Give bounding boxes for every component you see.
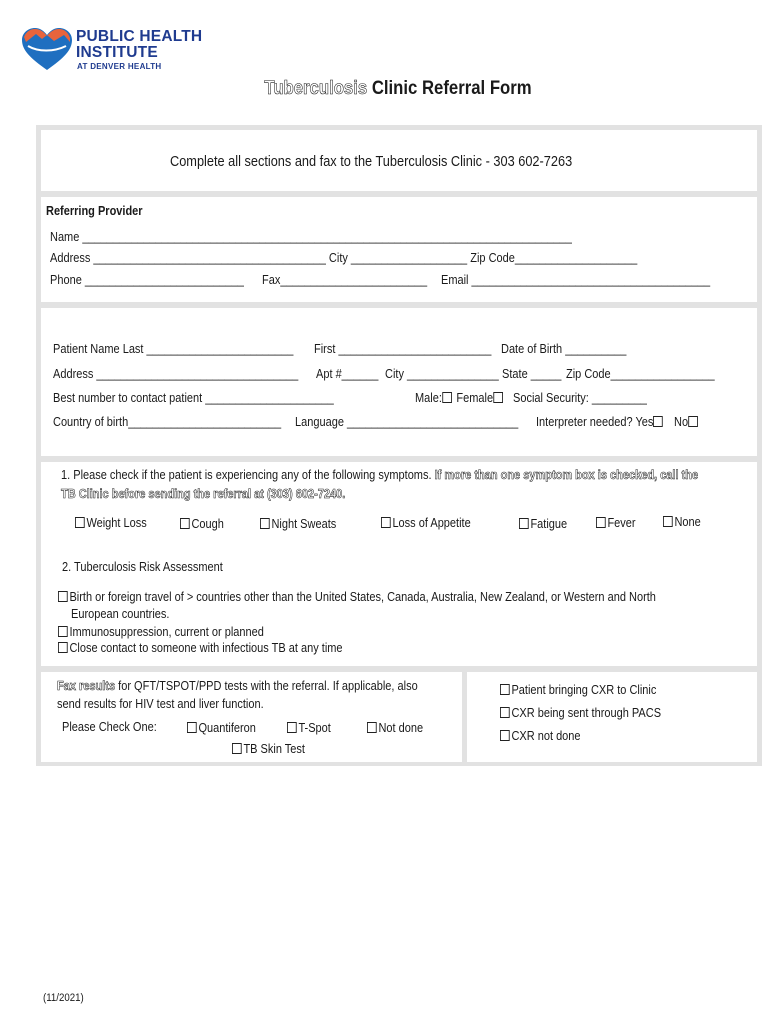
risk-label: Immunosuppression, current or planned [69,625,264,639]
symptom-label: Fatigue [530,517,568,531]
male-checkbox[interactable] [442,392,452,403]
symptom-option-night-sweats[interactable] [260,517,336,531]
cxr-label: Patient bringing CXR to Clinic [511,683,657,697]
symptom-label: Weight Loss [86,516,147,530]
patient-best-number-field[interactable]: Best number to contact patient _____________________ [53,391,334,405]
risk-label-continued: European countries. [71,607,170,621]
test-checkbox[interactable] [232,743,242,754]
symptom-option-none[interactable] [663,515,701,529]
male-label: Male: [415,391,442,405]
instructions-text: Complete all sections and fax to the Tuberculosis Clinic - 303 602-7263 [170,154,573,170]
patient-panel [41,308,757,456]
cxr-option-bringing[interactable] [500,683,656,697]
test-checkbox[interactable] [367,722,377,733]
provider-email-field[interactable]: Email _______________________________________ [441,273,711,287]
patient-first-name-field[interactable]: First _________________________ [314,342,492,356]
test-label: Quantiferon [198,721,256,735]
symptoms-warning-b: TB Clinic before sending the referral at (303) 602-7240. [61,487,346,501]
risk-option-close-contact[interactable] [58,641,343,655]
fax-results-text [57,679,418,693]
symptom-checkbox[interactable] [596,517,606,528]
test-checkbox[interactable] [187,722,197,733]
provider-heading: Referring Provider [46,204,143,218]
risk-option-immunosuppression[interactable] [58,625,264,639]
symptom-option-fatigue[interactable] [519,517,567,531]
please-check-one-label: Please Check One: [62,720,157,734]
symptom-option-fever[interactable] [596,516,636,530]
interpreter-yes-label: Interpreter needed? Yes [536,415,654,429]
risk-checkbox[interactable] [58,626,68,637]
logo-line-1: PUBLIC HEALTH [76,28,203,45]
risk-assessment-heading: 2. Tuberculosis Risk Assessment [62,560,223,574]
cxr-checkbox[interactable] [500,730,510,741]
symptom-label: None [674,515,701,529]
cxr-option-not-done[interactable] [500,729,581,743]
form-title-tuberculosis: Tuberculosis [264,78,368,99]
test-option-tspot[interactable] [287,721,331,735]
interpreter-option[interactable] [536,415,700,429]
patient-state-field[interactable]: State _____ [502,367,562,381]
symptoms-question-1 [61,468,698,482]
cxr-checkbox[interactable] [500,707,510,718]
cxr-checkbox[interactable] [500,684,510,695]
logo-line-2: INSTITUTE [76,44,158,61]
interpreter-yes-checkbox[interactable] [653,416,663,427]
symptom-label: Loss of Appetite [392,516,471,530]
test-option-quantiferon[interactable] [187,721,256,735]
patient-dob-field[interactable]: Date of Birth __________ [501,342,627,356]
patient-country-field[interactable]: Country of birth_________________________ [53,415,282,429]
symptom-option-loss-of-appetite[interactable] [381,516,471,530]
fax-results-detail-b: send results for HIV test and liver function. [57,697,264,711]
test-label: Not done [378,721,424,735]
patient-last-name-field[interactable]: Patient Name Last ________________________ [53,342,294,356]
test-checkbox[interactable] [287,722,297,733]
public-health-institute-logo [20,26,230,76]
risk-label: Birth or foreign travel of > countries other than the United States, Canada, Australia, New Zealand, or Western and North [69,590,656,604]
interpreter-no-checkbox[interactable] [688,416,698,427]
symptom-checkbox[interactable] [519,518,529,529]
provider-fax-field[interactable]: Fax________________________ [262,273,428,287]
provider-phone-field[interactable]: Phone __________________________ [50,273,244,287]
symptom-label: Fever [607,516,636,530]
symptom-checkbox[interactable] [663,516,673,527]
test-label: TB Skin Test [243,742,305,756]
symptom-checkbox[interactable] [381,517,391,528]
symptom-option-weight-loss[interactable] [75,516,147,530]
interpreter-no-label: No [674,415,689,429]
symptom-option-cough[interactable] [180,517,224,531]
form-title-rest: Clinic Referral Form [367,78,532,99]
symptom-label: Cough [191,517,224,531]
symptom-checkbox[interactable] [180,518,190,529]
risk-option-foreign-travel[interactable] [58,590,656,604]
male-option[interactable] [415,391,505,405]
test-option-not-done[interactable] [367,721,423,735]
form-revision-date: (11/2021) [43,992,84,1004]
fax-results-label: Fax results [57,679,116,693]
cxr-label: CXR not done [511,729,581,743]
patient-city-field[interactable]: City _______________ [385,367,499,381]
female-checkbox[interactable] [493,392,503,403]
symptom-label: Night Sweats [271,517,337,531]
patient-address-field[interactable]: Address _________________________________ [53,367,299,381]
test-label: T-Spot [298,721,331,735]
symptom-checkbox[interactable] [75,517,85,528]
patient-zip-field[interactable]: Zip Code_________________ [566,367,715,381]
provider-address-field[interactable]: Address ______________________________________ City ___________________ Zip Code____________________ [50,251,638,265]
provider-name-field[interactable]: Name ________________________________________________________________________________ [50,230,572,244]
cxr-label: CXR being sent through PACS [511,706,662,720]
fax-results-detail: for QFT/TSPOT/PPD tests with the referral. If applicable, also [115,679,418,693]
risk-label: Close contact to someone with infectious TB at any time [69,641,343,655]
patient-apt-field[interactable]: Apt #______ [316,367,379,381]
symptoms-warning-a: If more than one symptom box is checked, call the [434,468,699,482]
logo-line-3: AT DENVER HEALTH [77,62,162,71]
female-label: Female [456,391,494,405]
cxr-option-pacs[interactable] [500,706,661,720]
patient-ssn-field[interactable]: Social Security: _________ [513,391,647,405]
symptom-checkbox[interactable] [260,518,270,529]
symptoms-question-text: 1. Please check if the patient is experiencing any of the following symptoms. [61,468,432,482]
form-title [48,78,748,100]
test-option-tb-skin-test[interactable] [232,742,305,756]
risk-checkbox[interactable] [58,591,68,602]
patient-language-field[interactable]: Language ____________________________ [295,415,519,429]
heart-mountain-logo-icon [20,26,74,72]
risk-checkbox[interactable] [58,642,68,653]
